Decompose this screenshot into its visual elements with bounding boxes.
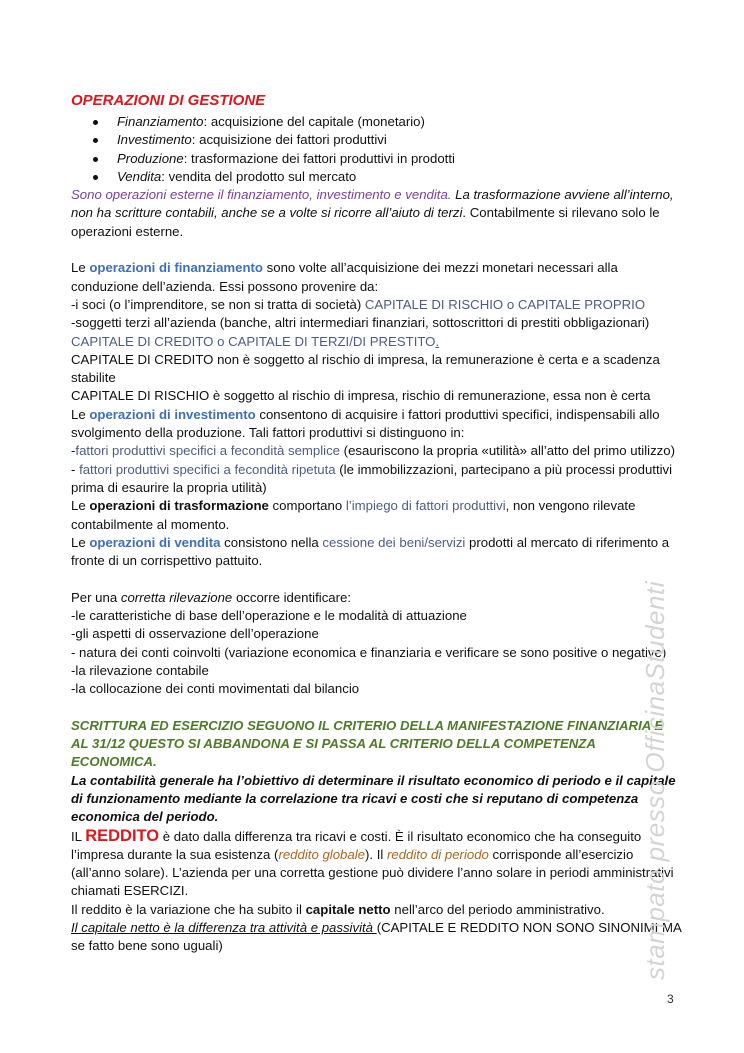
text: comportano xyxy=(268,498,346,514)
term-rilevazione: corretta rilevazione xyxy=(120,589,233,605)
text: - xyxy=(71,461,80,477)
text: (le immobilizzazioni, partecipano a più processi produttivi prima di esaurire la propria utilità) xyxy=(71,461,673,495)
rilevazione-item: -la rilevazione contabile xyxy=(71,662,209,678)
rilevazione-item: -la collocazione dei conti movimentati dal bilancio xyxy=(71,681,360,697)
capitale-netto-line xyxy=(71,919,681,956)
list-item xyxy=(93,113,681,131)
text: è dato dalla differenza tra ricavi e costi. È il risultato economico che ha conseguito l’impresa durante la sua esistenza ( xyxy=(71,828,642,862)
intro-highlight: Sono operazioni esterne il finanziamento, investimento e vendita. xyxy=(71,187,452,203)
rilevazione-item: -gli aspetti di osservazione dell’operazione xyxy=(71,626,319,642)
text: . xyxy=(435,333,440,349)
bullet-text: : acquisizione dei fattori produttivi xyxy=(191,132,387,148)
list-item xyxy=(93,150,681,168)
bullet-term: Produzione xyxy=(117,150,184,166)
text: ). Il xyxy=(364,846,387,862)
text: Le xyxy=(71,260,90,276)
list-item xyxy=(93,168,681,186)
finanziamento-paragraph xyxy=(71,259,681,296)
text: (CAPITALE E REDDITO NON SONO SINONIMI MA se fatto bene sono uguali) xyxy=(71,920,682,954)
section-title: OPERAZIONI DI GESTIONE xyxy=(71,92,266,109)
document-page xyxy=(71,90,681,956)
text: Le xyxy=(71,534,90,550)
soci-line xyxy=(71,296,681,314)
reddito-globale-label: reddito globale xyxy=(278,846,365,862)
bullet-icon xyxy=(93,120,98,125)
watermark: stampato presso OfficinaStudenti xyxy=(640,581,670,980)
reddito-paragraph xyxy=(71,827,681,901)
capitale-terzi-label: CAPITALE DI CREDITO o CAPITALE DI TERZI/DI PRESTITO xyxy=(71,333,436,349)
text: Per una xyxy=(71,589,121,605)
text: (esauriscono la propria «utilità» all’atto del primo utilizzo) xyxy=(340,443,675,459)
text: nell’arco del periodo amministrativo. xyxy=(390,901,605,917)
term-finanziamento: operazioni di finanziamento xyxy=(89,260,263,276)
rischio-line: CAPITALE DI RISCHIO è soggetto al rischio di impresa, rischio di remunerazione, essa non è certa xyxy=(71,388,651,404)
intro-plain: . Contabilmente si rilevano solo le operazioni esterne. xyxy=(71,205,660,239)
term-trasformazione: operazioni di trasformazione xyxy=(89,498,269,514)
spacer xyxy=(71,699,681,717)
investimento-paragraph xyxy=(71,406,681,443)
variazione-line xyxy=(71,901,681,919)
terzi-line xyxy=(71,314,681,351)
reddito-periodo-label: reddito di periodo xyxy=(386,846,489,862)
bullet-term: Finanziamento xyxy=(117,114,204,129)
bullet-icon xyxy=(93,157,98,162)
fecondita-semplice-label: fattori produttivi specifici a fecondità semplice xyxy=(75,443,341,459)
capitale-proprio-label: CAPITALE DI RISCHIO o CAPITALE PROPRIO xyxy=(364,296,646,312)
intro-italic: La trasformazione avviene all’interno, non ha scritture contabili, anche se a volte si ricorre all’aiuto di terzi xyxy=(71,187,674,221)
operations-list xyxy=(71,113,681,186)
rilevazione-item: -le caratteristiche di base dell’operazione e le modalità di attuazione xyxy=(71,608,467,624)
page-number: 3 xyxy=(667,992,674,1006)
fecondita-semplice-line xyxy=(71,442,681,460)
text: IL xyxy=(71,828,86,844)
text: l’impiego di fattori produttivi xyxy=(345,498,506,514)
text: prodotti al mercato di riferimento a fronte di un corrispettivo pattuito. xyxy=(71,534,670,569)
text: -i soci (o l’imprenditore, se non si tratta di società) xyxy=(71,296,365,312)
text: corrisponde all’esercizio (all’anno solare). L’azienda per una corretta gestione può dividere l’anno solare in periodi amministrativi chiamati ESERCIZI. xyxy=(71,846,674,899)
spacer xyxy=(71,241,681,259)
bullet-icon xyxy=(93,138,98,143)
text: consistono nella xyxy=(220,534,323,550)
term-investimento: operazioni di investimento xyxy=(89,406,256,422)
text: Le xyxy=(71,498,90,514)
intro-paragraph xyxy=(71,186,681,241)
term-reddito: REDDITO xyxy=(85,826,160,845)
bullet-text: : vendita del prodotto sul mercato xyxy=(161,168,357,184)
fecondita-ripetuta-label: fattori produttivi specifici a fecondità ripetuta xyxy=(79,461,336,477)
list-item xyxy=(93,131,681,149)
text: Il reddito è la variazione che ha subito il xyxy=(71,901,306,917)
text: cessione dei beni/servizi xyxy=(322,534,466,550)
trasformazione-paragraph xyxy=(71,497,681,534)
text: -soggetti terzi all’azienda (banche, altri intermediari finanziari, sottoscrittori di prestiti obbligazionari) xyxy=(71,315,650,331)
credito-line: CAPITALE DI CREDITO non è soggetto al rischio di impresa, la remunerazione è certa e a scadenza stabilite xyxy=(71,351,660,386)
capitale-netto-definition: Il capitale netto è la differenza tra attività e passività xyxy=(71,920,377,936)
fecondita-ripetuta-line xyxy=(71,461,681,498)
text: Le xyxy=(71,406,90,422)
vendita-paragraph xyxy=(71,534,681,571)
rilevazione-intro xyxy=(71,589,681,607)
criterio-heading: SCRITTURA ED ESERCIZIO SEGUONO IL CRITERIO DELLA MANIFESTAZIONE FINANZIARIA E AL 31/12 QUESTO SI ABBANDONA E SI PASSA AL CRITERIO DELLA COMPETENZA ECONOMICA. xyxy=(71,717,664,770)
text: consentono di acquisire i fattori produttivi specifici, indispensabili allo svolgimento della produzione. Tali fattori produttivi si distinguono in: xyxy=(71,406,660,441)
contabilita-paragraph: La contabilità generale ha l’obiettivo di determinare il risultato economico di periodo e il capitale di funzionamento mediante la correlazione tra ricavi e costi che si reputano di competenza economica del periodo. xyxy=(71,772,676,825)
bullet-term: Vendita xyxy=(117,168,162,184)
term-vendita: operazioni di vendita xyxy=(89,534,221,550)
text: occorre identificare: xyxy=(232,589,352,605)
term-capitale-netto: capitale netto xyxy=(305,901,391,917)
bullet-icon xyxy=(93,175,98,180)
text: , non vengono rilevate contabilmente al momento. xyxy=(71,498,636,532)
text: sono volte all’acquisizione dei mezzi monetari necessari alla conduzione dell’azienda. Essi possono provenire da: xyxy=(71,260,618,294)
bullet-text: : acquisizione del capitale (monetario) xyxy=(203,114,425,129)
text: - xyxy=(71,443,76,459)
bullet-text: : trasformazione dei fattori produttivi in prodotti xyxy=(183,150,455,166)
bullet-term: Investimento xyxy=(117,132,192,148)
rilevazione-item: - natura dei conti coinvolti (variazione economica e finanziaria e verificare se sono positive o negative) xyxy=(71,644,667,660)
spacer xyxy=(71,570,681,588)
